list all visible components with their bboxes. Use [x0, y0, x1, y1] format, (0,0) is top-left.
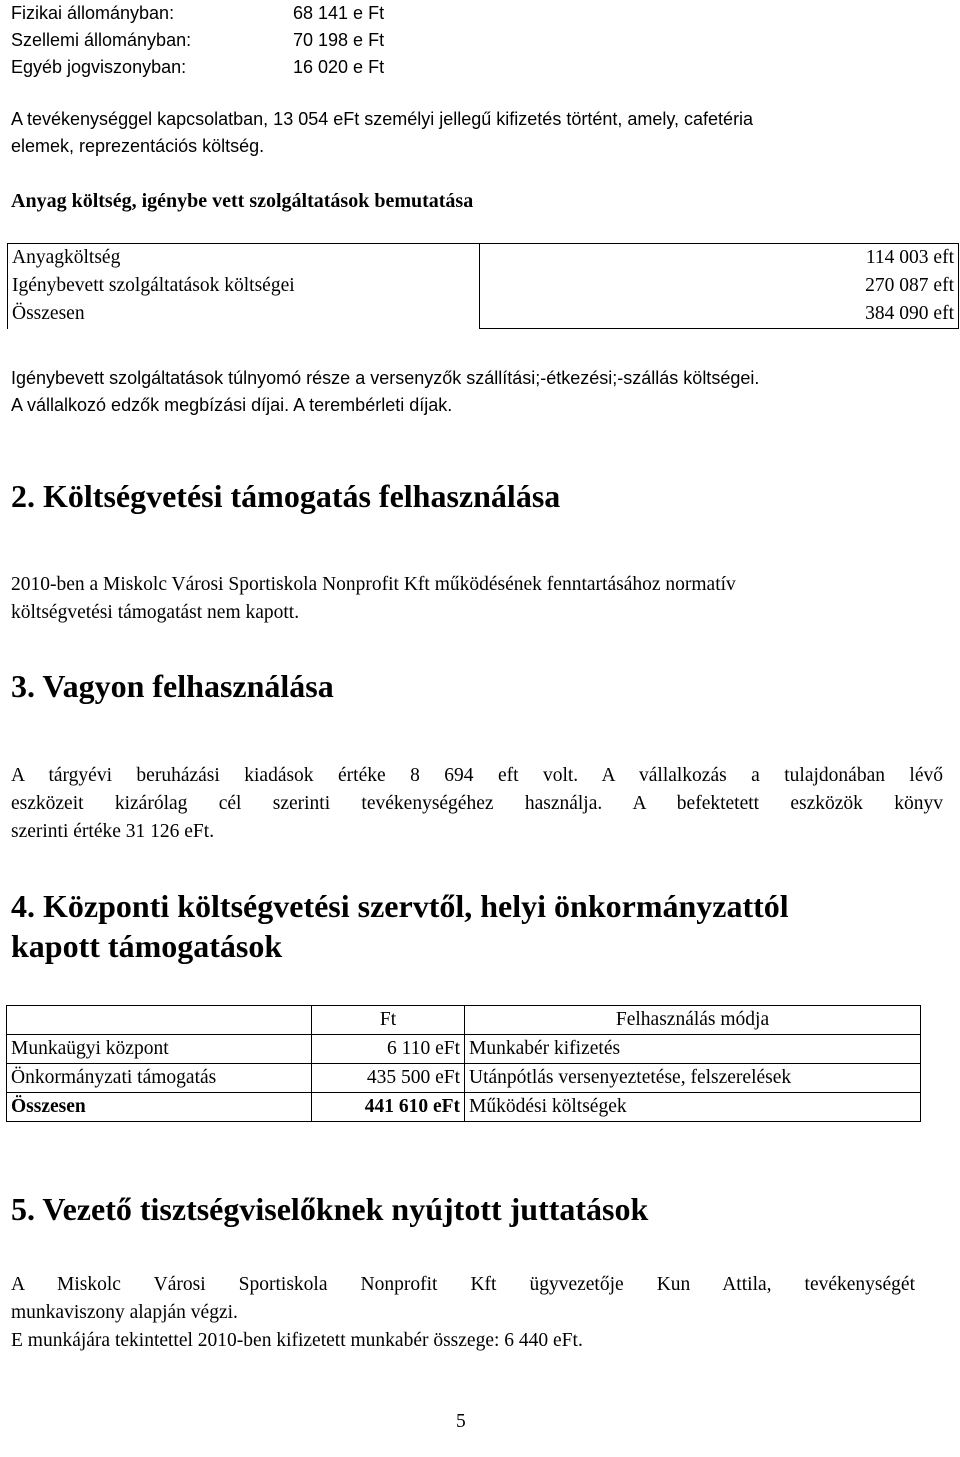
anyag-row-value-1: 114 003 eft [865, 247, 954, 268]
support-row-1-label: Munkaügyi központ [7, 1035, 312, 1064]
support-table [6, 1005, 921, 1122]
top-list-value-2: 70 198 e Ft [293, 30, 385, 50]
intro-paragraph [11, 106, 753, 160]
support-header-mode: Felhasználás módja [465, 1006, 921, 1035]
table-row [7, 1064, 921, 1093]
section2-heading: 2. Költségvetési támogatás felhasználása [11, 478, 561, 514]
top-list-label-2: Szellemi állományban: [11, 30, 192, 50]
anyag-row-label-2: Igénybevett szolgáltatások költségei [12, 275, 295, 296]
section3-heading: 3. Vagyon felhasználása [11, 668, 334, 704]
support-row-3-mode: Működési költségek [465, 1093, 921, 1122]
support-row-1-mode: Munkabér kifizetés [465, 1035, 921, 1064]
section2-paragraph [11, 571, 736, 627]
section2-line-2: költségvetési támogatást nem kapott. [11, 602, 300, 623]
section4-heading-line-2: kapott támogatások [11, 928, 283, 964]
section3-line-2: eszközeit kizárólag cél szerinti tevékenységéhez használja. A befektetett eszközök könyv [11, 793, 943, 814]
table-row [7, 1093, 921, 1122]
anyag-row-value-3: 384 090 eft [865, 303, 954, 324]
table-row [7, 1035, 921, 1064]
section5-line-3: E munkájára tekintettel 2010-ben kifizetett munkabér összege: 6 440 eFt. [11, 1330, 583, 1351]
support-row-2-mode: Utánpótlás versenyeztetése, felszerelések [465, 1064, 921, 1093]
section5-heading: 5. Vezető tisztségviselőknek nyújtott juttatások [11, 1191, 649, 1227]
top-list-label-3: Egyéb jogviszonyban: [11, 57, 187, 77]
section4-heading [11, 886, 789, 966]
section5-paragraph [11, 1271, 915, 1355]
top-list-values [293, 0, 384, 81]
section3-line-1: A tárgyévi beruházási kiadások értéke 8 694 eft volt. A vállalkozás a tulajdonában lévő [11, 765, 943, 786]
anyag-row-value-2: 270 087 eft [865, 275, 954, 296]
support-header-label [7, 1006, 312, 1035]
intro-line-2: elemek, reprezentációs költség. [11, 136, 265, 156]
anyag-row-label-1: Anyagköltség [12, 247, 121, 268]
section4-heading-line-1: 4. Központi költségvetési szervtől, helyi önkormányzattól [11, 888, 789, 924]
section3-line-3: szerinti értéke 31 126 eFt. [11, 821, 215, 842]
anyag-table [7, 243, 959, 329]
support-row-3-ft: 441 610 eFt [312, 1093, 465, 1122]
top-list-value-3: 16 020 e Ft [293, 57, 385, 77]
support-row-2-label: Önkormányzati támogatás [7, 1064, 312, 1093]
support-row-2-ft: 435 500 eFt [312, 1064, 465, 1093]
page-number: 5 [456, 1411, 466, 1432]
anyag-values-cell [480, 244, 959, 329]
section3-paragraph [11, 762, 943, 846]
support-header-ft: Ft [312, 1006, 465, 1035]
top-list [11, 0, 191, 81]
support-row-3-label: Összesen [7, 1093, 312, 1122]
anyag-heading: Anyag költség, igénybe vett szolgáltatások bemutatása [11, 190, 474, 212]
section5-line-2: munkaviszony alapján végzi. [11, 1302, 238, 1323]
top-list-label-1: Fizikai állományban: [11, 3, 175, 23]
anyag-note-line-2: A vállalkozó edzők megbízási díjai. A terembérleti díjak. [11, 395, 453, 415]
anyag-labels-cell [8, 244, 480, 329]
section5-line-1: A Miskolc Városi Sportiskola Nonprofit Kft ügyvezetője Kun Attila, tevékenységét [11, 1274, 915, 1295]
section2-line-1: 2010-ben a Miskolc Városi Sportiskola Nonprofit Kft működésének fenntartásához normatív [11, 574, 736, 595]
intro-line-1: A tevékenységgel kapcsolatban, 13 054 eFt személyi jellegű kifizetés történt, amely, cafetéria [11, 109, 754, 129]
support-row-1-ft: 6 110 eFt [312, 1035, 465, 1064]
top-list-value-1: 68 141 e Ft [293, 3, 385, 23]
anyag-row-label-3: Összesen [12, 303, 85, 324]
anyag-note [11, 365, 759, 419]
anyag-note-line-1: Igénybevett szolgáltatások túlnyomó része a versenyzők szállítási;-étkezési;-szállás költségei. [11, 368, 760, 388]
